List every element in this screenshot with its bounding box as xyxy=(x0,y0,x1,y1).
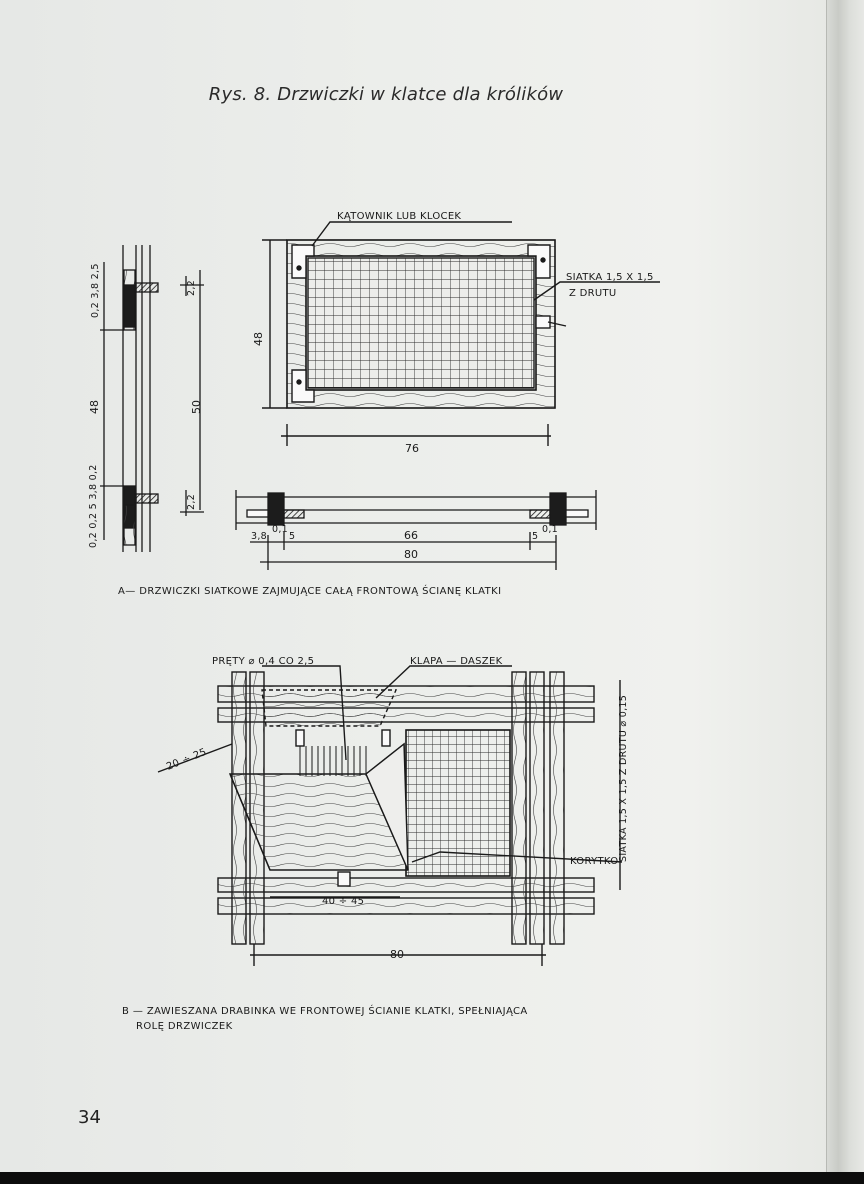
label-flap: KLAPA — DASZEK xyxy=(410,656,503,667)
plan-dim-total: 80 xyxy=(404,548,418,561)
subtitle-a: A— DRZWICZKI SIATKOWE ZAJMUJĄCE CAŁĄ FRONTOWĄ ŚCIANĘ KLATKI xyxy=(118,586,502,597)
side-dim-top-stack: 0,2 3,8 2,5 xyxy=(90,263,101,318)
subtitle-b-line2: ROLĘ DRZWICZEK xyxy=(136,1021,233,1032)
plan-dim-inner: 66 xyxy=(404,529,418,542)
dim-trough-range: 40 ÷ 45 xyxy=(322,896,365,907)
side-dim-bottom-small: 2,2 xyxy=(186,493,197,510)
plan-dim-left-b: 0,1 xyxy=(272,524,289,535)
label-bars: PRĘTY ⌀ 0,4 CO 2,5 xyxy=(212,656,315,667)
label-angle-or-block: KĄTOWNIK LUB KLOCEK xyxy=(337,211,462,222)
plan-dim-left-a: 3,8 xyxy=(251,531,268,542)
ladder-drawing xyxy=(158,666,622,966)
dim-total-width: 80 xyxy=(390,948,404,961)
door-dim-height: 48 xyxy=(252,332,265,346)
side-dim-48: 48 xyxy=(88,400,101,414)
label-trough: KORYTKO xyxy=(570,856,619,867)
label-mesh-vertical: SIATKA 1,5 X 1,5 Z DRUTU ⌀ 0,15 xyxy=(618,694,629,862)
dim-angle-range: 20 ÷ 25 xyxy=(165,746,209,773)
door-dim-width: 76 xyxy=(405,442,419,455)
plan-dim-right-a: 5 xyxy=(532,531,539,542)
label-mesh-line2: Z DRUTU xyxy=(569,288,617,299)
figure-caption: Rys. 8. Drzwiczki w klatce dla królików xyxy=(208,84,564,105)
side-dim-bottom-stack: 0,2 0,2 5 3,8 0,2 xyxy=(88,464,99,548)
label-mesh-line1: SIATKA 1,5 X 1,5 xyxy=(566,272,654,283)
side-dim-50: 50 xyxy=(190,400,203,414)
plan-dim-right-b: 0,1 xyxy=(542,524,559,535)
page-number: 34 xyxy=(78,1107,101,1128)
door-front-view xyxy=(262,222,660,446)
plan-dim-left-c: 5 xyxy=(289,531,296,542)
subtitle-b-line1: B — ZAWIESZANA DRABINKA WE FRONTOWEJ ŚCIANIE KLATKI, SPEŁNIAJĄCA xyxy=(122,1006,528,1017)
side-dim-top-small: 2,2 xyxy=(186,279,197,296)
